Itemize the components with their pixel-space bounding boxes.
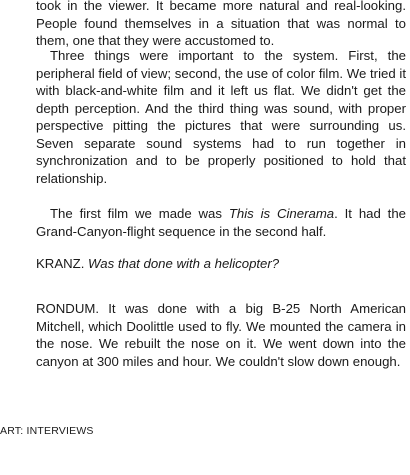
film-title: This is Cinerama: [228, 206, 335, 221]
paragraph-continuation: took in the viewer. It became more natural and real-looking. People found themselves in a situation that was normal to them, one that they were accustomed to.: [36, 0, 406, 48]
paragraph-first-film: [36, 205, 406, 240]
kranz-question: [36, 255, 406, 273]
page-footer: ART: INTERVIEWS: [0, 425, 94, 437]
first-film-text-start: The first film we made was: [50, 206, 229, 221]
paragraph-three-things: Three things were important to the system. First, the peripheral field of view; second, the use of color film. We tried it with black-and-white film and it left us flat. We didn't get the depth perception. And the third thing was sound, with proper perspective pitting the pictures that were surrounding us. Seven separate sound systems had to run together in synchronization and to be properly positioned to hold that relationship.: [36, 48, 406, 186]
kranz-question-text: Was that done with a helicopter?: [88, 256, 280, 271]
rondum-answer: RONDUM. It was done with a big B-25 North American Mitchell, which Doolittle used to fly. We mounted the camera in the nose. We rebuilt the nose on it. We went down into the canyon at 300 miles and hour. We couldn't slow down enough.: [36, 301, 406, 369]
kranz-speaker-label: KRANZ.: [36, 256, 89, 271]
first-film-text-end: . It had the Grand-Canyon-flight sequence in the second half.: [36, 206, 406, 239]
